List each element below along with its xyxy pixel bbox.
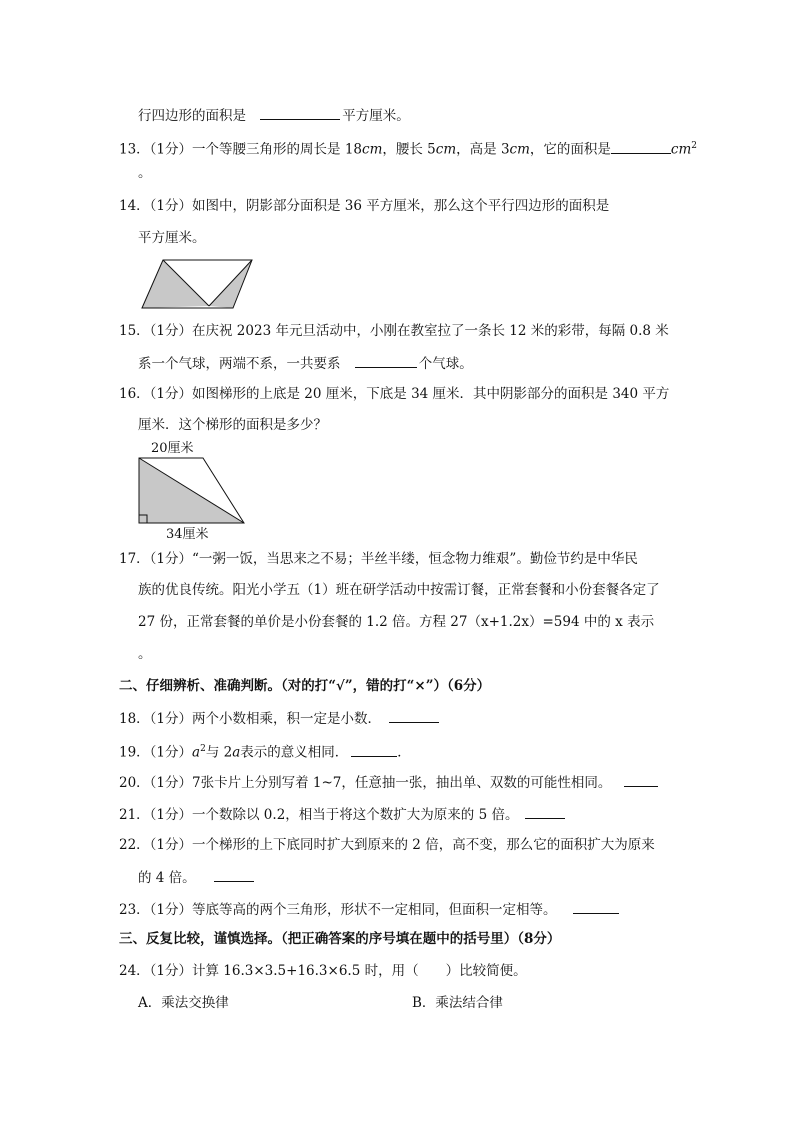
q17-line4: 。 — [138, 646, 152, 662]
question-21 — [119, 804, 565, 824]
q16-line1: 16．（1分）如图梯形的上底是 20 厘米，下底是 34 厘米．其中阴影部分的面积是 340 平方 — [119, 386, 670, 402]
parallelogram-figure — [140, 258, 256, 310]
q20-text: 20．（1分）7张卡片上分别写着 1~7，任意抽一张，抽出单、双数的可能性相同。 — [119, 775, 612, 791]
question-23 — [119, 899, 619, 919]
variable-a: a — [232, 744, 241, 761]
q13-text: 一个等腰三角形的周长是 18 — [192, 141, 363, 158]
q15-line1: 15．（1分）在庆祝 2023 年元旦活动中，小刚在教室拉了一条长 12 米的彩带，每隔 0.8 米 — [119, 323, 669, 339]
answer-blank[interactable] — [624, 772, 658, 787]
unit-exponent: 2 — [691, 141, 698, 151]
option-a[interactable]: A．乘法交换律 — [138, 995, 229, 1011]
question-13 — [119, 137, 697, 159]
trapezoid-figure — [138, 457, 248, 527]
q14-line2: 平方厘米。 — [138, 230, 206, 246]
exponent: 2 — [200, 744, 206, 754]
answer-blank[interactable] — [573, 899, 619, 914]
answer-blank[interactable] — [611, 139, 671, 154]
unit-cm: cm — [670, 141, 692, 158]
q19-text: 表示的意义相同． — [240, 744, 349, 761]
q13-line2: 。 — [138, 165, 152, 181]
answer-blank[interactable] — [351, 742, 397, 757]
q15-line2 — [138, 353, 473, 373]
answer-blank[interactable] — [389, 708, 439, 723]
unit-cm: cm — [509, 141, 530, 158]
q13-text: ，它的面积是 — [529, 141, 611, 158]
q22-text: 的 4 倍。 — [138, 870, 196, 886]
q17-line1: 17．（1分）“一粥一饭，当思来之不易；半丝半缕，恒念物力维艰”。勤俭节约是中华民 — [119, 551, 638, 567]
q22-line2 — [138, 867, 254, 887]
question-number: 19．（1分） — [119, 744, 193, 761]
answer-blank[interactable] — [260, 105, 340, 120]
section-3-heading: 三、反复比较，谨慎选择。（把正确答案的序号填在题中的括号里）（8分） — [119, 931, 561, 947]
option-b[interactable]: B．乘法结合律 — [412, 995, 503, 1011]
q17-line2: 族的优良传统。阳光小学五（1）班在研学活动中按需订餐，正常套餐和小份套餐各定了 — [138, 582, 660, 598]
question-18 — [119, 708, 439, 728]
q23-text: 23．（1分）等底等高的两个三角形，形状不一定相同，但面积一定相等。 — [119, 902, 557, 918]
trapezoid-bottom-label: 34厘米 — [166, 527, 209, 542]
q21-text: 21．（1分）一个数除以 0.2，相当于将这个数扩大为原来的 5 倍。 — [119, 807, 519, 823]
answer-blank[interactable] — [355, 353, 417, 368]
answer-blank[interactable] — [525, 804, 565, 819]
q19-text: 与 2 — [205, 744, 233, 761]
q15-text-pre: 系一个气球，两端不系，一共要系 — [138, 356, 341, 372]
q13-text: ，腰长 5 — [382, 141, 436, 158]
unit-cm: cm — [435, 141, 457, 158]
q12-continuation — [138, 105, 410, 125]
q14-line1: 14．（1分）如图中，阴影部分面积是 36 平方厘米，那么这个平行四边形的面积是 — [119, 198, 610, 214]
variable-a: a — [192, 744, 201, 761]
q13-text: ，高是 3 — [456, 141, 510, 158]
question-number: 13．（1分） — [119, 141, 193, 158]
question-19 — [119, 740, 411, 762]
q22-line1: 22．（1分）一个梯形的上下底同时扩大到原来的 2 倍，高不变，那么它的面积扩大为原来 — [119, 837, 655, 853]
q12-text-pre: 行四边形的面积是 — [138, 108, 246, 124]
question-24: 24．（1分）计算 16.3×3.5+16.3×6.5 时，用（ ）比较简便。 — [119, 963, 527, 979]
question-20 — [119, 772, 658, 792]
trapezoid-top-label: 20厘米 — [151, 441, 194, 456]
q16-line2: 厘米．这个梯形的面积是多少？ — [138, 417, 327, 433]
answer-blank[interactable] — [214, 867, 254, 882]
unit-cm: cm — [362, 141, 383, 158]
q15-text-post: 个气球。 — [418, 356, 473, 372]
q19-end: ． — [397, 744, 411, 761]
q17-line3: 27 份，正常套餐的单价是小份套餐的 1.2 倍。方程 27（x+1.2x）=594 中的 x 表示 — [138, 614, 655, 630]
q18-text: 18．（1分）两个小数相乘，积一定是小数． — [119, 711, 382, 727]
q12-text-post: 平方厘米。 — [342, 108, 410, 124]
section-2-heading: 二、仔细辨析、准确判断。（对的打“√”，错的打“×”）（6分） — [119, 678, 491, 694]
